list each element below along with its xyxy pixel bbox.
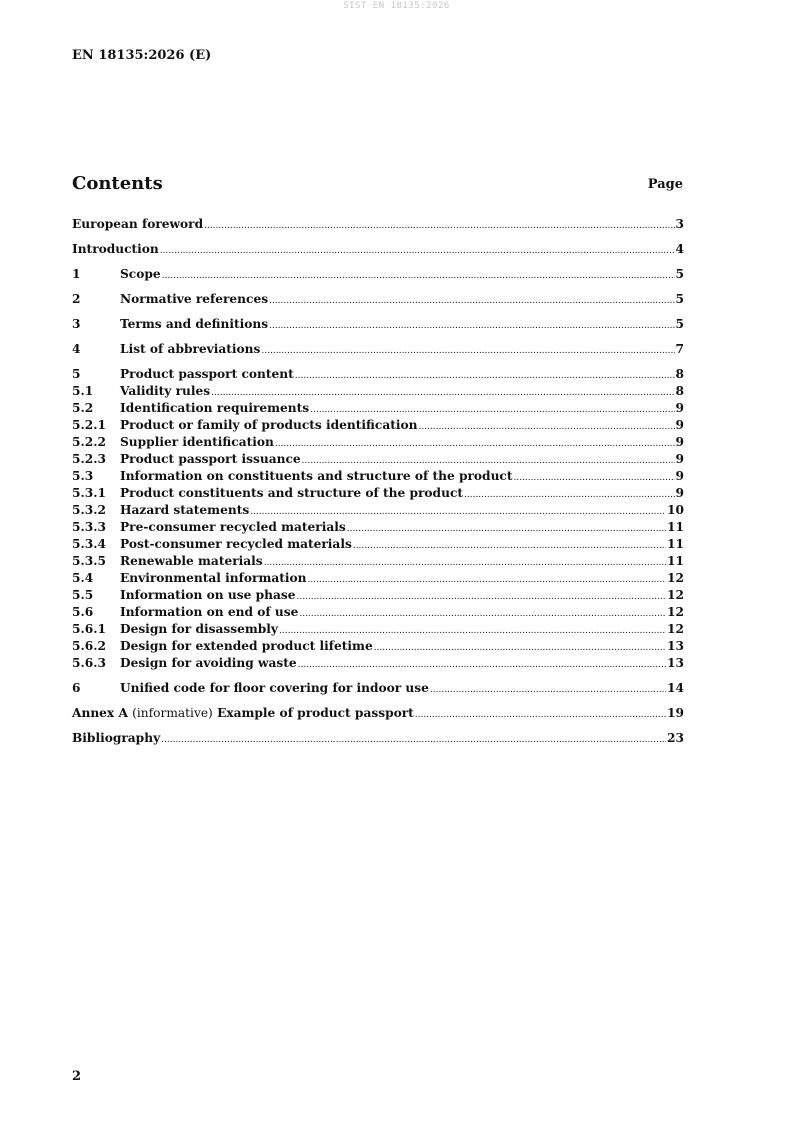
toc-number: 5.4	[72, 571, 94, 585]
toc-title: Post-consumer recycled materials	[120, 537, 352, 551]
toc-leader-dots	[464, 487, 675, 504]
toc-title: Bibliography	[72, 731, 161, 745]
toc-leader-dots	[298, 657, 666, 674]
toc-title: European foreword	[72, 217, 204, 231]
toc-page: 5	[675, 317, 684, 331]
toc-number: 5.2.3	[72, 452, 106, 466]
toc-page: 9	[675, 486, 684, 500]
toc-leader-dots	[261, 343, 674, 360]
watermark: SIST EN 18135:2026	[343, 1, 450, 11]
toc-title: Design for avoiding waste	[120, 656, 297, 670]
toc-entry-design-for-disassembly[interactable]	[72, 621, 684, 638]
toc-title: Design for extended product lifetime	[120, 639, 373, 653]
toc-page: 8	[675, 367, 684, 381]
toc-entry-scope[interactable]	[72, 266, 684, 283]
annex-label: Annex A	[72, 706, 128, 720]
annex-note: (informative)	[132, 706, 213, 720]
toc-leader-dots	[297, 589, 667, 606]
toc-title: Hazard statements	[120, 503, 250, 517]
toc-number: 3	[72, 317, 81, 331]
toc-leader-dots	[295, 368, 675, 385]
toc-title: Validity rules	[120, 384, 211, 398]
toc-title: Supplier identification	[120, 435, 274, 449]
toc-page: 9	[675, 418, 684, 432]
toc-entry-renewable-materials[interactable]	[72, 553, 684, 570]
toc-title: Pre-consumer recycled materials	[120, 520, 346, 534]
toc-number: 5.6.1	[72, 622, 106, 636]
toc-leader-dots	[275, 436, 675, 453]
toc-number: 5.2.2	[72, 435, 106, 449]
toc-title: List of abbreviations	[120, 342, 261, 356]
toc-leader-dots	[347, 521, 666, 538]
toc-page: 11	[667, 520, 684, 534]
toc-title: Information on end of use	[120, 605, 299, 619]
toc-page: 12	[667, 605, 684, 619]
toc-page: 11	[667, 554, 684, 568]
toc-title: Information on use phase	[120, 588, 296, 602]
toc-title: Scope	[120, 267, 161, 281]
toc-page: 9	[675, 401, 684, 415]
toc-page: 9	[675, 452, 684, 466]
toc-page: 12	[667, 588, 684, 602]
toc-leader-dots	[374, 640, 666, 657]
toc-title: Information on constituents and structure of the product	[120, 469, 513, 483]
toc-page: 5	[675, 292, 684, 306]
toc-annex-title	[72, 705, 414, 722]
toc-number: 5.2.1	[72, 418, 106, 432]
toc-number: 5.6	[72, 605, 94, 619]
toc-entry-list-of-abbreviations[interactable]	[72, 341, 684, 358]
toc-title: Terms and definitions	[120, 317, 269, 331]
toc-page: 5	[675, 267, 684, 281]
toc-entry-annex-a[interactable]	[72, 705, 684, 722]
toc-number: 5.3.2	[72, 503, 106, 517]
toc-entry-product-constituents[interactable]	[72, 485, 684, 502]
toc-page: 8	[675, 384, 684, 398]
toc-entry-end-of-use[interactable]	[72, 604, 684, 621]
toc-title: Normative references	[120, 292, 269, 306]
toc-entry-unified-code[interactable]	[72, 680, 684, 697]
toc-page: 14	[667, 681, 684, 695]
toc-entry-use-phase[interactable]	[72, 587, 684, 604]
toc-title: Renewable materials	[120, 554, 263, 568]
toc-page: 13	[667, 656, 684, 670]
toc-number: 6	[72, 681, 81, 695]
toc-entry-european-foreword[interactable]	[72, 216, 684, 233]
toc-number: 5.3.3	[72, 520, 106, 534]
toc-title: Environmental information	[120, 571, 307, 585]
toc-leader-dots	[418, 419, 674, 436]
toc-number: 5.6.2	[72, 639, 106, 653]
toc-title: Product passport content	[120, 367, 294, 381]
toc-leader-dots	[161, 732, 666, 749]
toc-entry-normative-references[interactable]	[72, 291, 684, 308]
toc-leader-dots	[513, 470, 674, 487]
toc-number: 5.2	[72, 401, 94, 415]
toc-entry-introduction[interactable]	[72, 241, 684, 258]
toc-leader-dots	[430, 682, 666, 699]
toc-number: 1	[72, 267, 81, 281]
toc-title: Product constituents and structure of the product	[120, 486, 463, 500]
toc-entry-validity-rules[interactable]	[72, 383, 684, 400]
toc-number: 5	[72, 367, 81, 381]
toc-entry-product-passport-issuance[interactable]	[72, 451, 684, 468]
table-of-contents	[72, 216, 684, 747]
page-number: 2	[72, 1069, 82, 1084]
toc-title: Product passport issuance	[120, 452, 301, 466]
toc-entry-terms-and-definitions[interactable]	[72, 316, 684, 333]
toc-page: 9	[675, 435, 684, 449]
toc-leader-dots	[269, 293, 674, 310]
document-id: EN 18135:2026 (E)	[72, 48, 212, 63]
toc-number: 5.6.3	[72, 656, 106, 670]
toc-leader-dots	[415, 707, 666, 724]
page-column-label: Page	[647, 177, 683, 192]
toc-entry-product-passport-content[interactable]	[72, 366, 684, 383]
toc-title: Example of product passport	[217, 706, 414, 720]
toc-number: 5.3	[72, 469, 94, 483]
toc-title: Design for disassembly	[120, 622, 278, 636]
toc-entry-bibliography[interactable]	[72, 730, 684, 747]
toc-number: 4	[72, 342, 81, 356]
toc-entry-identification-requirements[interactable]	[72, 400, 684, 417]
toc-number: 5.3.4	[72, 537, 106, 551]
contents-title: Contents	[72, 173, 163, 194]
toc-entry-supplier-identification[interactable]	[72, 434, 684, 451]
toc-page: 9	[675, 469, 684, 483]
toc-page: 7	[675, 342, 684, 356]
toc-title: Product or family of products identification	[120, 418, 418, 432]
toc-leader-dots	[299, 606, 666, 623]
toc-leader-dots	[353, 538, 666, 555]
toc-entry-environmental-information[interactable]	[72, 570, 684, 587]
toc-number: 5.3.5	[72, 554, 106, 568]
toc-page: 23	[667, 731, 684, 745]
toc-entry-pre-consumer-recycled[interactable]	[72, 519, 684, 536]
toc-page: 12	[667, 571, 684, 585]
toc-leader-dots	[308, 572, 667, 589]
toc-page: 12	[667, 622, 684, 636]
toc-entry-constituents-information[interactable]	[72, 468, 684, 485]
toc-number: 5.3.1	[72, 486, 106, 500]
toc-page: 3	[675, 217, 684, 231]
toc-entry-avoiding-waste[interactable]	[72, 655, 684, 672]
toc-number: 2	[72, 292, 81, 306]
toc-leader-dots	[269, 318, 674, 335]
toc-page: 4	[675, 242, 684, 256]
toc-page: 10	[667, 503, 684, 517]
toc-entry-hazard-statements[interactable]	[72, 502, 684, 519]
toc-page: 19	[667, 706, 684, 720]
toc-entry-post-consumer-recycled[interactable]	[72, 536, 684, 553]
toc-number: 5.1	[72, 384, 94, 398]
toc-number: 5.5	[72, 588, 94, 602]
toc-leader-dots	[160, 243, 675, 260]
toc-page: 13	[667, 639, 684, 653]
toc-title: Introduction	[72, 242, 159, 256]
toc-title: Identification requirements	[120, 401, 310, 415]
toc-entry-extended-lifetime[interactable]	[72, 638, 684, 655]
toc-leader-dots	[264, 555, 666, 572]
toc-page: 11	[667, 537, 684, 551]
toc-leader-dots	[204, 218, 674, 235]
toc-title: Unified code for floor covering for indoor use	[120, 681, 429, 695]
toc-entry-product-identification[interactable]	[72, 417, 684, 434]
toc-leader-dots	[162, 268, 675, 285]
